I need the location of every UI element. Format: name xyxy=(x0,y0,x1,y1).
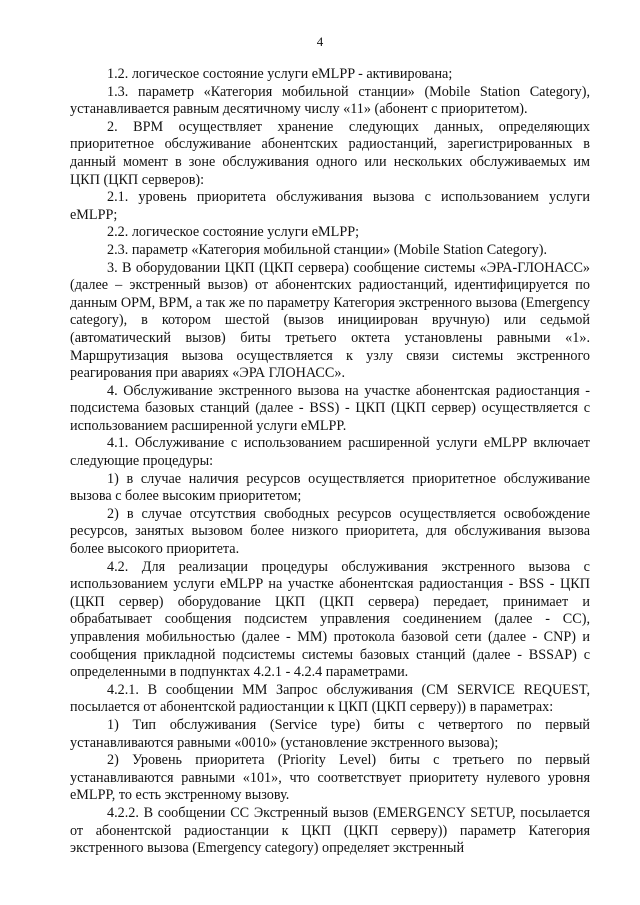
document-body xyxy=(70,66,590,858)
paragraph-2-1: 2.1. уровень приоритета обслуживания вызова с использованием услуги eMLPP; xyxy=(70,189,590,223)
paragraph-4-1-item-1: 1) в случае наличия ресурсов осуществляется приоритетное обслуживание вызова с более высоким приоритетом; xyxy=(70,470,590,505)
paragraph-4-1-item-2: 2) в случае отсутствия свободных ресурсов осуществляется освобождение ресурсов, занятых вызовом более низкого приоритета, для обслуживания вызова более высокого приоритета. xyxy=(70,505,590,558)
paragraph-4-2: 4.2. Для реализации процедуры обслуживания экстренного вызова с использованием услуги eMLPP на участке абонентская радиостанция - BSS - ЦКП (ЦКП сервер) оборудование ЦКП (ЦКП сервера) передает, принимает и обрабатывает сообщения подсистем управления соединением (далее - СС), управления мобильностью (далее - ММ) протокола базовой сети (далее - CNP) и сообщения прикладной подсистемы системы базовых станций (далее - BSSAP) с определенными в подпунктах 4.2.1 - 4.2.4 параметрами. xyxy=(70,558,590,681)
paragraph-2-3: 2.3. параметр «Категория мобильной станции» (Mobile Station Category). xyxy=(107,241,548,258)
paragraph-4-2-1-item-2: 2) Уровень приоритета (Priority Level) биты с третьего по первый устанавливаются равными «101», что соответствует приоритету нулевого уровня eMLPP, то есть экстренному вызову. xyxy=(70,752,590,804)
paragraph-4-2-2: 4.2.2. В сообщении СС Экстренный вызов (EMERGENCY SETUP, посылается от абонентской радиостанции к ЦКП (ЦКП серверу)) параметр Категория экстренного вызова (Emergency category) определяет экстренный xyxy=(70,804,590,857)
paragraph-4: 4. Обслуживание экстренного вызова на участке абонентская радиостанция - подсистема базовых станций (далее - BSS) - ЦКП (ЦКП сервер) осуществляется с использованием расширенной услуги eMLPP. xyxy=(70,382,590,434)
paragraph-4-1: 4.1. Обслуживание с использованием расширенной услуги eMLPP включает следующие процедуры: xyxy=(70,435,590,470)
paragraph-3: 3. В оборудовании ЦКП (ЦКП сервера) сообщение системы «ЭРА-ГЛОНАСС» (далее – экстренный вызов) от абонентских радиостанций, идентифицируется по данным ОРМ, ВРМ, а так же по параметру Категория экстренного вызова (Emergency category), в котором шестой (вызов инициирован вручную) или седьмой (автоматический вызов) биты третьего октета установлены равными «1». Маршрутизация вызова осуществляется к узлу связи системы экстренного реагирования при авариях «ЭРА ГЛОНАСС». xyxy=(70,259,590,382)
paragraph-2-2: 2.2. логическое состояние услуги eMLPP; xyxy=(107,224,360,241)
paragraph-1-3: 1.3. параметр «Категория мобильной станции» (Mobile Station Category), устанавливается равным десятичному числу «11» (абонент с приоритетом). xyxy=(70,83,590,118)
paragraph-1-2: 1.2. логическое состояние услуги eMLPP - активирована; xyxy=(107,66,453,82)
paragraph-2: 2. ВРМ осуществляет хранение следующих данных, определяющих приоритетное обслуживание абонентских радиостанций, зарегистрированных в данный момент в зоне обслуживания одного или нескольких обслуживаемых им ЦКП (ЦКП серверов): xyxy=(70,118,590,188)
page-number: 4 xyxy=(316,34,324,49)
paragraph-4-2-1-item-1: 1) Тип обслуживания (Service type) биты с четвертого по первый устанавливаются равными «0010» (установление экстренного вызова); xyxy=(70,716,590,751)
paragraph-4-2-1: 4.2.1. В сообщении ММ Запрос обслуживания (CM SERVICE REQUEST, посылается от абонентской радиостанции к ЦКП (ЦКП серверу)) в параметрах: xyxy=(70,681,590,716)
